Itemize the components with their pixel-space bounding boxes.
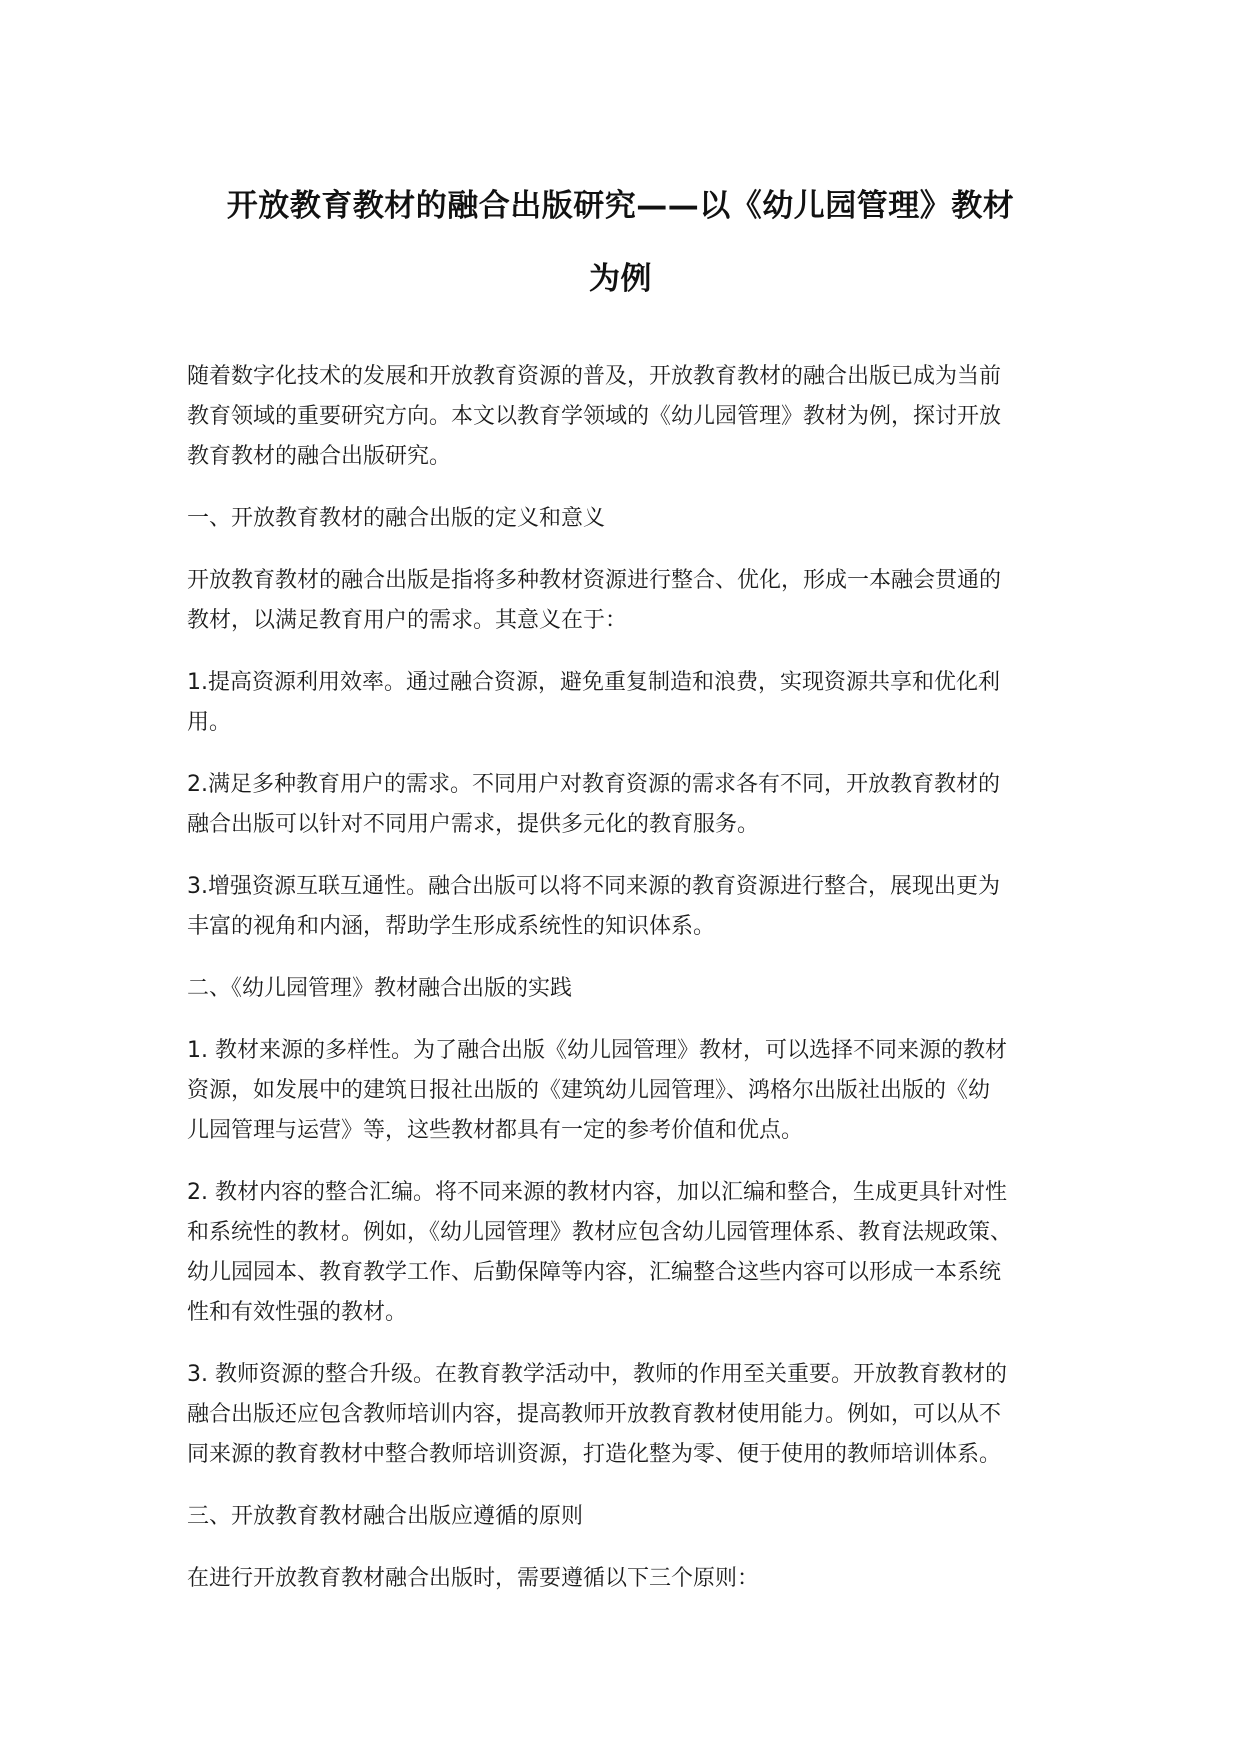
body-paragraph — [187, 357, 1067, 477]
paragraph-line: 二、《幼儿园管理》教材融合出版的实践 — [187, 976, 573, 1001]
paragraph-line: 融合出版还应包含教师培训内容，提高教师开放教育教材使用能力。例如，可以从不 — [187, 1402, 1002, 1427]
paragraph-line: 融合出版可以针对不同用户需求，提供多元化的教育服务。 — [187, 812, 760, 837]
body-paragraph — [187, 1497, 1067, 1537]
paragraph-line: 2. 教材内容的整合汇编。将不同来源的教材内容，加以汇编和整合，生成更具针对性 — [187, 1180, 1007, 1205]
paragraph-line: 幼儿园园本、教育教学工作、后勤保障等内容，汇编整合这些内容可以形成一本系统 — [187, 1260, 1002, 1285]
body-paragraph — [187, 1559, 1067, 1599]
document-title-line-1: 开放教育教材的融合出版研究——以《幼儿园管理》教材 — [226, 188, 1015, 224]
paragraph-line: 用。 — [187, 710, 232, 735]
paragraph-line: 1.提高资源利用效率。通过融合资源，避免重复制造和浪费，实现资源共享和优化利 — [187, 670, 1000, 695]
body-paragraph — [187, 765, 1067, 845]
paragraph-line: 1. 教材来源的多样性。为了融合出版《幼儿园管理》教材，可以选择不同来源的教材 — [187, 1038, 1007, 1063]
paragraph-line: 2.满足多种教育用户的需求。不同用户对教育资源的需求各有不同，开放教育教材的 — [187, 772, 1000, 797]
body-paragraph — [187, 969, 1067, 1009]
paragraph-line: 随着数字化技术的发展和开放教育资源的普及，开放教育教材的融合出版已成为当前 — [187, 364, 1002, 389]
paragraph-line: 教育领域的重要研究方向。本文以教育学领域的《幼儿园管理》教材为例，探讨开放 — [187, 404, 1002, 429]
paragraph-line: 丰富的视角和内涵，帮助学生形成系统性的知识体系。 — [187, 914, 716, 939]
paragraph-line: 一、开放教育教材的融合出版的定义和意义 — [187, 506, 606, 531]
body-paragraph — [187, 663, 1067, 743]
paragraph-line: 和系统性的教材。例如，《幼儿园管理》教材应包含幼儿园管理体系、教育法规政策、 — [187, 1220, 1013, 1245]
paragraph-line: 在进行开放教育教材融合出版时，需要遵循以下三个原则： — [187, 1566, 760, 1591]
paragraph-line: 开放教育教材的融合出版是指将多种教材资源进行整合、优化，形成一本融会贯通的 — [187, 568, 1002, 593]
document-title-line-2: 为例 — [589, 261, 652, 297]
paragraph-line: 教育教材的融合出版研究。 — [187, 444, 452, 469]
paragraph-line: 教材，以满足教育用户的需求。其意义在于： — [187, 608, 628, 633]
paragraph-line: 性和有效性强的教材。 — [187, 1300, 408, 1325]
paragraph-line: 资源，如发展中的建筑日报社出版的《建筑幼儿园管理》、鸿格尔出版社出版的《幼 — [187, 1078, 991, 1103]
body-paragraph — [187, 499, 1067, 539]
body-paragraph — [187, 1355, 1067, 1475]
body-paragraph — [187, 1031, 1067, 1151]
document-body — [187, 357, 1067, 1621]
body-paragraph — [187, 1173, 1067, 1333]
paragraph-line: 3.增强资源互联互通性。融合出版可以将不同来源的教育资源进行整合，展现出更为 — [187, 874, 1000, 899]
paragraph-line: 儿园管理与运营》等，这些教材都具有一定的参考价值和优点。 — [187, 1118, 804, 1143]
paragraph-line: 同来源的教育教材中整合教师培训资源，打造化整为零、便于使用的教师培训体系。 — [187, 1442, 1002, 1467]
body-paragraph — [187, 867, 1067, 947]
paragraph-line: 三、开放教育教材融合出版应遵循的原则 — [187, 1504, 584, 1529]
paragraph-line: 3. 教师资源的整合升级。在教育教学活动中，教师的作用至关重要。开放教育教材的 — [187, 1362, 1007, 1387]
body-paragraph — [187, 561, 1067, 641]
